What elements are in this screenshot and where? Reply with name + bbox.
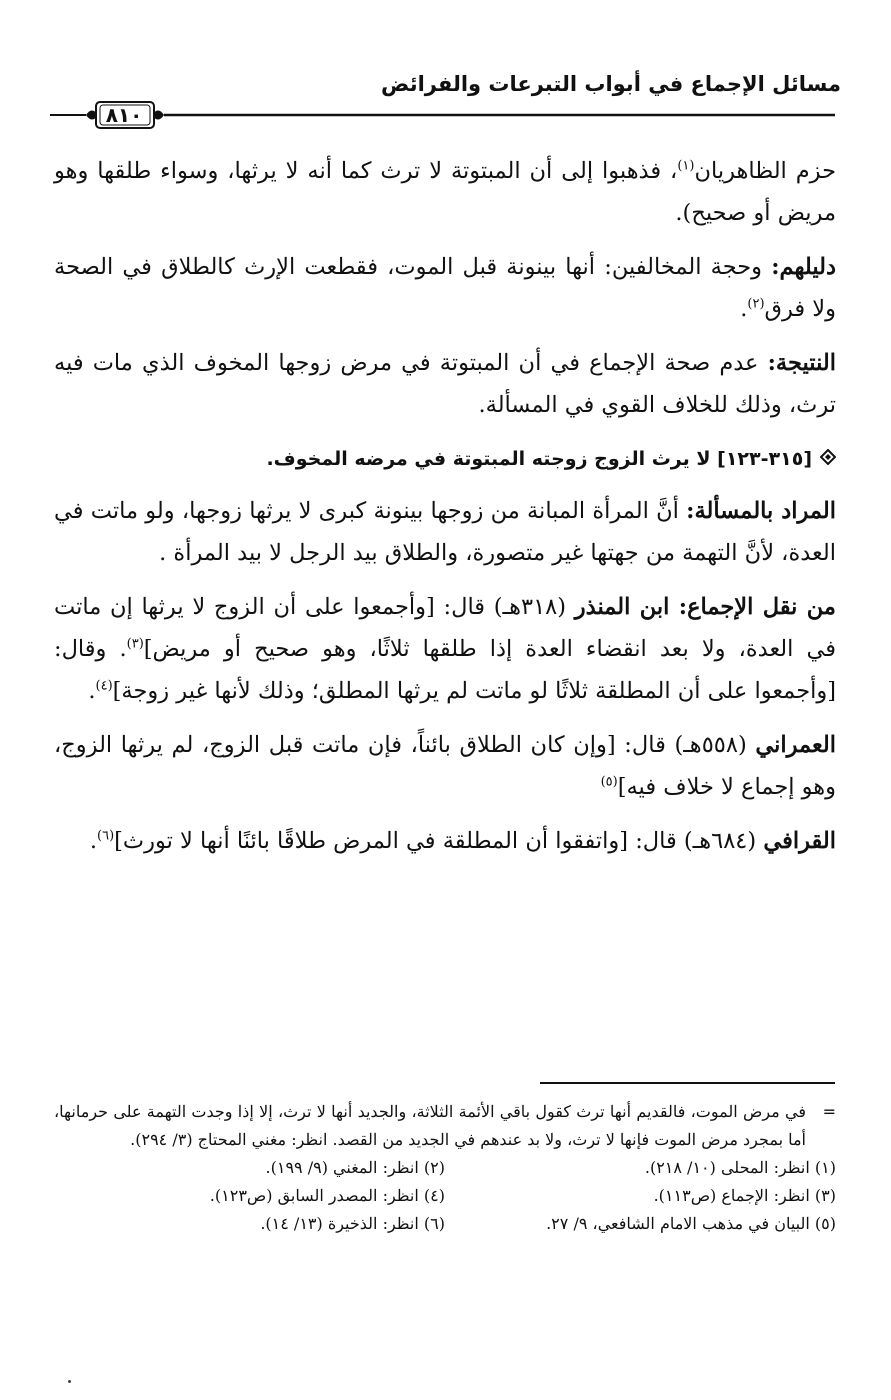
- footnotes: [54, 1098, 836, 1238]
- scholar-name: القرافي: [763, 828, 836, 854]
- main-text: [54, 150, 836, 870]
- scholar-name: ابن المنذر: [574, 594, 679, 620]
- issue-title: لا يرث الزوج زوجته المبتوتة في مرضه المخوف.: [266, 448, 718, 470]
- footnote-item: (٦) انظر: الذخيرة (١٣/ ١٤).: [260, 1214, 445, 1233]
- paragraph-text: ، فذهبوا إلى أن المبتوتة لا ترث كما أنه لا يرثها، وسواء طلقها وهو مريض أو صحيح).: [54, 158, 836, 226]
- issue-heading: [54, 438, 836, 480]
- footnote-item: (٢) انظر: المغني (٩/ ١٩٩).: [265, 1158, 445, 1177]
- paragraph-text: .: [88, 678, 96, 704]
- footnote-item: (١) انظر: المحلى (١٠/ ٢١٨).: [644, 1158, 836, 1177]
- meaning-label: المراد بالمسألة:: [686, 498, 837, 524]
- footnote-ref: (٢): [747, 296, 765, 312]
- paragraph-text: أنَّ المرأة المبانة من زوجها بينونة كبرى لا يرثها زوجها، ولو ماتت في العدة، لأنَّ التهمة من جهتها غير متصورة، والطلاق بيد الرجل لا بيد المرأة .: [54, 498, 836, 566]
- footnote-ref: (٥): [600, 774, 618, 790]
- paragraph-text: (٦٨٤هـ) قال: [واتفقوا أن المطلقة في المرض طلاقًا بائنًا أنها لا تورث]: [114, 828, 764, 854]
- page-number-box: [86, 94, 162, 136]
- page-number: ٨١٠: [105, 103, 143, 127]
- header-ornament-rule: [50, 100, 835, 130]
- paragraph-result: [54, 342, 836, 426]
- paragraph-consensus: [54, 586, 836, 712]
- footnote-continuation: [54, 1098, 836, 1154]
- diamond-bullet-icon: [820, 438, 836, 480]
- paragraph-text: .: [89, 828, 97, 854]
- paragraph-imrani: [54, 724, 836, 808]
- paragraph-text: . وقال: [وأجمعوا على أن المطلقة ثلاثًا لو ماتت لم يرثها المطلق؛ وذلك لأنها غير زوجة]: [54, 636, 836, 704]
- footnote-ref: (٦): [97, 828, 115, 844]
- paragraph-text: حزم الظاهريان: [694, 158, 836, 184]
- footnote-ref: (٣): [126, 636, 144, 652]
- consensus-label: من نقل الإجماع:: [678, 594, 836, 620]
- paragraph-text: (٥٥٨هـ) قال: [وإن كان الطلاق بائناً، فإن ماتت قبل الزوج، لم يرثها الزوج، وهو إجماع لا خلاف فيه]: [54, 732, 836, 800]
- scholar-name: العمراني: [755, 732, 836, 758]
- running-title: مسائل الإجماع في أبواب التبرعات والفرائض: [381, 72, 841, 96]
- footnote-item: (٥) البيان في مذهب الامام الشافعي، ٩/ ٢٧.: [546, 1214, 836, 1233]
- scan-speck: [68, 1380, 71, 1383]
- paragraph-text: وحجة المخالفين: أنها بينونة قبل الموت، فقطعت الإرث كالطلاق في الصحة ولا فرق: [54, 254, 836, 322]
- issue-number: [٣١٥-١٢٣]: [717, 448, 812, 470]
- paragraph-1: [54, 150, 836, 234]
- paragraph-text: .: [740, 296, 748, 322]
- paragraph-text: (٣١٨هـ) قال: [وأجمعوا على أن الزوج لا يرثها إن ماتت في العدة، ولا بعد انقضاء العدة إذا طلقها ثلاثًا، وهو صحيح أو مريض]: [54, 594, 836, 662]
- evidence-label: دليلهم:: [771, 254, 836, 280]
- footnote-item: (٣) انظر: الإجماع (ص١١٣).: [653, 1186, 836, 1205]
- paragraph-qarafi: [54, 820, 836, 862]
- footnote-list: [54, 1154, 836, 1238]
- paragraph-meaning: [54, 490, 836, 574]
- paragraph-text: عدم صحة الإجماع في أن المبتوتة في مرض زوجها المخوف الذي مات فيه ترث، وذلك للخلاف القوي في المسألة.: [54, 350, 836, 418]
- paragraph-evidence: [54, 246, 836, 330]
- footnote-item: (٤) انظر: المصدر السابق (ص١٢٣).: [209, 1186, 445, 1205]
- result-label: النتيجة:: [767, 350, 836, 376]
- footnote-ref: (١): [677, 158, 695, 174]
- footnote-ref: (٤): [95, 678, 113, 694]
- continuation-text: في مرض الموت، فالقديم أنها ترث كقول باقي الأئمة الثلاثة، والجديد أنها لا ترث، إلا إذا وجدت التهمة على حرمانها، أما بمجرد مرض الموت فإنها لا ترث، ولا بد عندهم في الجديد من القصد. انظر: مغني المحتاج (٣/ ٢٩٤).: [54, 1102, 806, 1149]
- footnote-separator: [540, 1082, 835, 1084]
- continuation-marker: =: [822, 1102, 836, 1121]
